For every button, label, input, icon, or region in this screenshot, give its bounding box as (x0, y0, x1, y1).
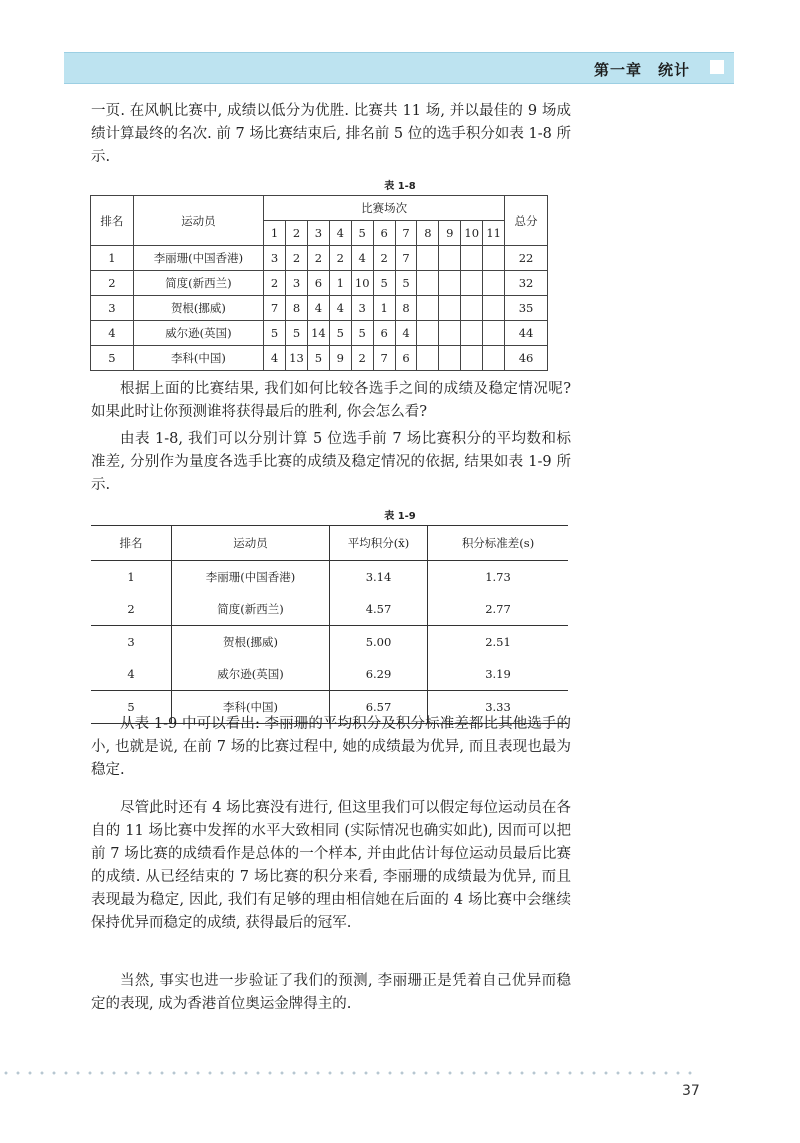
t18-score-cell: 8 (395, 296, 417, 321)
t18-score-cell: 6 (395, 346, 417, 371)
t18-score-cell: 7 (373, 346, 395, 371)
t18-score-cell (417, 296, 439, 321)
t18-score-cell (439, 271, 461, 296)
t19-rank-cell: 2 (91, 593, 172, 626)
t18-score-cell (417, 321, 439, 346)
t18-score-cell: 5 (373, 271, 395, 296)
paragraph-intro: 一页. 在风帆比赛中, 成绩以低分为优胜. 比赛共 11 场, 并以最佳的 9 场成绩计算最终的名次. 前 7 场比赛结束后, 排名前 5 位的选手积分如表 1-8 所示. (91, 103, 571, 165)
t18-score-cell: 5 (307, 346, 329, 371)
t18-score-cell (483, 346, 505, 371)
t18-score-cell (461, 296, 483, 321)
t18-score-cell (483, 271, 505, 296)
t18-score-cell: 4 (351, 246, 373, 271)
t18-header-athlete: 运动员 (133, 196, 263, 246)
table-1-9 (91, 525, 568, 724)
t19-sd-cell: 2.77 (485, 602, 511, 616)
t18-score-cell: 7 (395, 246, 417, 271)
t18-score-cell: 13 (286, 346, 308, 371)
t18-score-cell: 3 (351, 296, 373, 321)
t19-mean-cell: 6.29 (330, 658, 428, 691)
t19-header-mean: 平均积分(x̄) (330, 526, 428, 561)
t18-score-cell (461, 321, 483, 346)
t19-athlete-cell: 贺根(挪威) (172, 626, 330, 659)
chapter-title: 第一章 统计 (593, 61, 690, 79)
t18-score-cell: 5 (351, 321, 373, 346)
t18-score-cell: 8 (286, 296, 308, 321)
t18-athlete-cell: 威尔逊(英国) (133, 321, 263, 346)
t18-score-cell: 4 (264, 346, 286, 371)
t18-score-cell: 4 (395, 321, 417, 346)
table-row (91, 658, 568, 691)
t19-athlete-cell: 李丽珊(中国香港) (172, 561, 330, 594)
t18-score-cell (439, 246, 461, 271)
t18-score-cell (417, 246, 439, 271)
t19-header-sd: 积分标准差(s) (428, 526, 569, 561)
paragraph-method: 由表 1-8, 我们可以分别计算 5 位选手前 7 场比赛积分的平均数和标准差, 分别作为量度各选手比赛的成绩及稳定情况的依据, 结果如表 1-9 所示. (91, 431, 571, 493)
t18-rank-cell: 1 (91, 246, 134, 271)
table-row (91, 626, 568, 659)
t18-race-number: 9 (439, 221, 461, 246)
t18-score-cell: 6 (373, 321, 395, 346)
t18-athlete-cell: 贺根(挪威) (133, 296, 263, 321)
t18-score-cell: 5 (286, 321, 308, 346)
t18-race-number: 1 (264, 221, 286, 246)
t18-score-cell: 2 (286, 246, 308, 271)
t19-rank-cell: 1 (91, 561, 172, 594)
t18-header-races: 比赛场次 (264, 196, 505, 221)
t18-rank-cell: 5 (91, 346, 134, 371)
t18-score-cell: 3 (264, 246, 286, 271)
t18-score-cell (439, 346, 461, 371)
t18-score-cell: 5 (395, 271, 417, 296)
t18-total-cell: 44 (505, 321, 548, 346)
t18-score-cell: 3 (286, 271, 308, 296)
t19-sd-cell: 3.19 (485, 667, 511, 681)
t18-race-number: 2 (286, 221, 308, 246)
paragraph-conclusion: 当然, 事实也进一步验证了我们的预测, 李丽珊正是凭着自己优异而稳定的表现, 成为香港首位奥运金牌得主的. (91, 973, 571, 1012)
t18-score-cell (439, 321, 461, 346)
table-row (91, 593, 568, 626)
header-square-icon (710, 60, 724, 74)
table-1-8-caption: 表 1-8 (384, 181, 416, 192)
t18-score-cell: 6 (307, 271, 329, 296)
t18-score-cell: 5 (329, 321, 351, 346)
t18-total-cell: 46 (505, 346, 548, 371)
t19-sd-cell: 2.51 (428, 626, 569, 659)
t19-mean-cell: 3.14 (330, 561, 428, 594)
table-row (91, 296, 548, 321)
t18-score-cell: 2 (307, 246, 329, 271)
footer-dotted-line (0, 1071, 700, 1075)
t18-score-cell (461, 246, 483, 271)
t18-score-cell (483, 246, 505, 271)
t18-score-cell (461, 346, 483, 371)
t18-athlete-cell: 李科(中国) (133, 346, 263, 371)
t18-score-cell (483, 321, 505, 346)
table-row (91, 271, 548, 296)
t18-race-number: 10 (461, 221, 483, 246)
t18-score-cell (417, 271, 439, 296)
table-1-8 (90, 195, 548, 371)
t18-score-cell: 1 (329, 271, 351, 296)
page-number: 37 (682, 1083, 700, 1099)
t19-sd-cell: 1.73 (485, 570, 511, 584)
t18-race-number: 5 (351, 221, 373, 246)
table-row (91, 246, 548, 271)
t18-score-cell: 9 (329, 346, 351, 371)
t18-total-cell: 22 (505, 246, 548, 271)
table-1-9-caption: 表 1-9 (384, 511, 416, 522)
t19-rank-cell: 3 (91, 626, 172, 659)
t19-athlete-cell: 李科(中国) (172, 691, 330, 724)
t18-score-cell: 2 (264, 271, 286, 296)
t19-header-athlete: 运动员 (172, 526, 330, 561)
table-row (91, 346, 548, 371)
t18-race-number: 3 (307, 221, 329, 246)
t18-rank-cell: 2 (91, 271, 134, 296)
t18-score-cell (461, 271, 483, 296)
paragraph-inference: 尽管此时还有 4 场比赛没有进行, 但这里我们可以假定每位运动员在各自的 11 场比赛中发挥的水平大致相同 (实际情况也确实如此), 因而可以把前 7 场比赛的成绩看作是总体的一个样本, 并由此估计每位运动员最后比赛的成绩. 从已经结束的 7 场比赛的积分来看, 李丽珊的成绩最为优异, 而且表现最为稳定, 因此, 我们有足够的理由相信她在后面的 4 场比赛中会继续保持优异而稳定的成绩, 获得最后的冠军. (91, 800, 571, 931)
t18-score-cell: 2 (373, 246, 395, 271)
t18-race-number: 8 (417, 221, 439, 246)
t18-rank-cell: 4 (91, 321, 134, 346)
t19-mean-cell: 5.00 (330, 626, 428, 659)
t18-rank-cell: 3 (91, 296, 134, 321)
t19-rank-cell: 4 (91, 658, 172, 691)
t19-sd-cell: 3.33 (428, 691, 569, 724)
t19-athlete-cell: 简度(新西兰) (172, 593, 330, 626)
t18-score-cell: 4 (307, 296, 329, 321)
table-row (91, 321, 548, 346)
chapter-header-bar (64, 52, 734, 84)
t18-total-cell: 35 (505, 296, 548, 321)
t19-mean-cell: 6.57 (330, 691, 428, 724)
t18-race-number: 4 (329, 221, 351, 246)
t18-race-number: 11 (483, 221, 505, 246)
t18-score-cell: 2 (351, 346, 373, 371)
t18-race-number: 7 (395, 221, 417, 246)
t18-score-cell: 2 (329, 246, 351, 271)
t18-score-cell (483, 296, 505, 321)
paragraph-analysis: 从表 1-9 中可以看出: 李丽珊的平均积分及积分标准差都比其他选手的小, 也就是说, 在前 7 场的比赛过程中, 她的成绩最为优异, 而且表现也最为稳定. (91, 716, 571, 778)
t19-athlete-cell: 威尔逊(英国) (172, 658, 330, 691)
t19-mean-cell: 4.57 (330, 593, 428, 626)
t18-score-cell (417, 346, 439, 371)
t18-total-cell: 32 (505, 271, 548, 296)
paragraph-question: 根据上面的比赛结果, 我们如何比较各选手之间的成绩及稳定情况呢? 如果此时让你预测谁将获得最后的胜利, 你会怎么看? (91, 381, 571, 420)
t18-score-cell: 1 (373, 296, 395, 321)
t19-rank-cell: 5 (91, 691, 172, 724)
t18-header-total: 总分 (505, 196, 548, 246)
t18-header-rank: 排名 (91, 196, 134, 246)
t18-score-cell: 14 (307, 321, 329, 346)
t18-score-cell: 7 (264, 296, 286, 321)
t18-race-number: 6 (373, 221, 395, 246)
t18-athlete-cell: 李丽珊(中国香港) (133, 246, 263, 271)
t18-athlete-cell: 简度(新西兰) (133, 271, 263, 296)
t19-header-rank: 排名 (91, 526, 172, 561)
t18-score-cell: 10 (351, 271, 373, 296)
t18-score-cell: 4 (329, 296, 351, 321)
t18-score-cell: 5 (264, 321, 286, 346)
t18-score-cell (439, 296, 461, 321)
table-row (91, 561, 568, 594)
